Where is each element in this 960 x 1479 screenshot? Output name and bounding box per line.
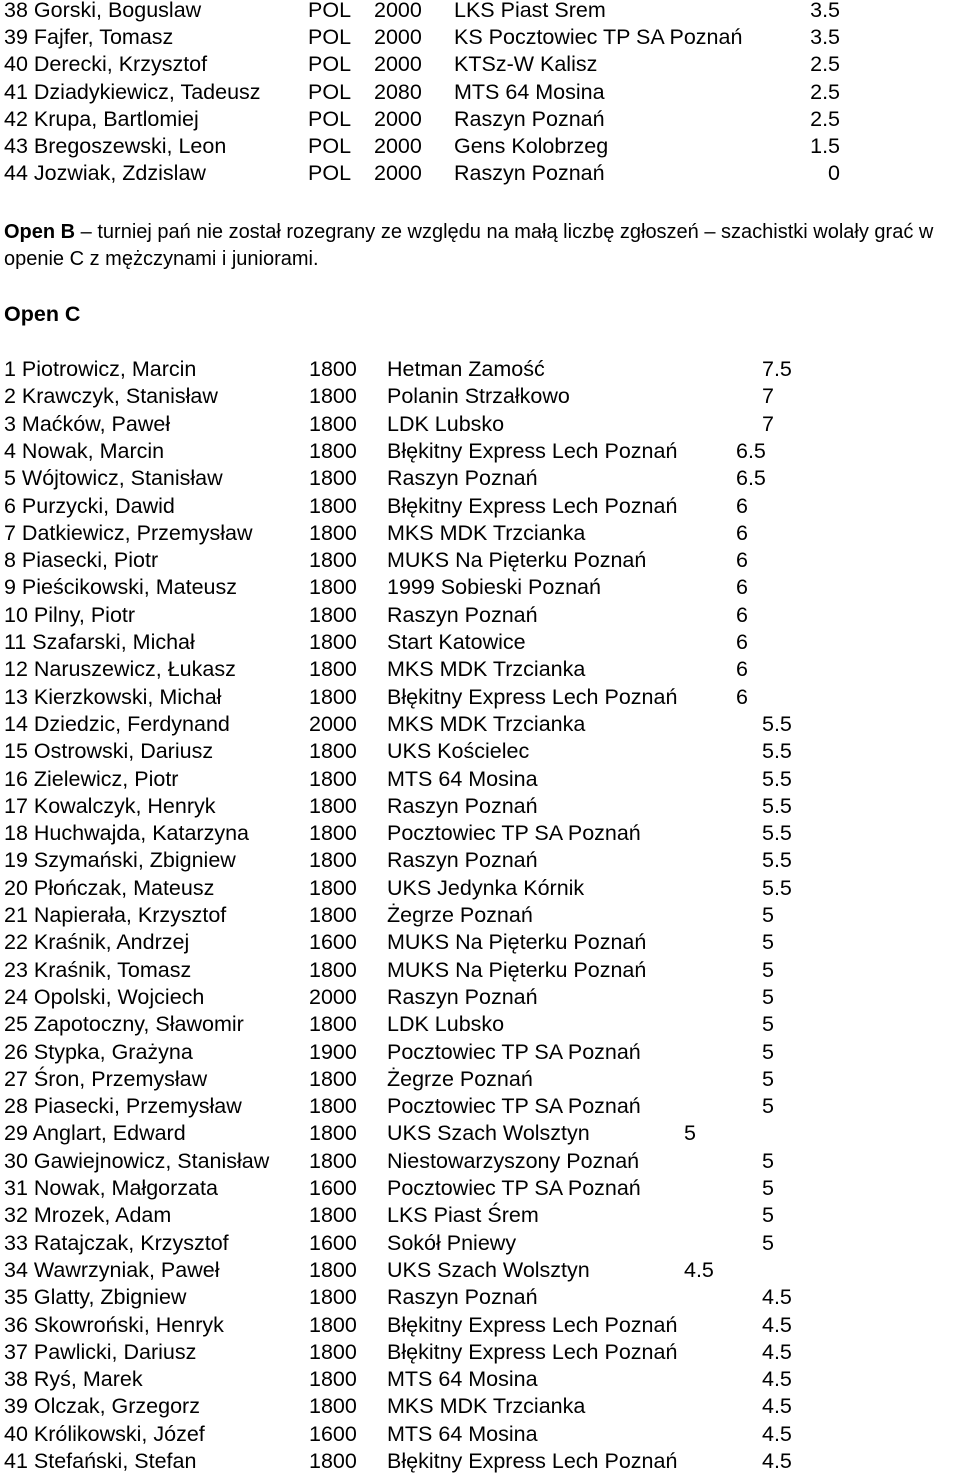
player-points: 0: [828, 161, 840, 186]
player-club: KTSz-W Kalisz: [454, 52, 598, 77]
table-row: [0, 1039, 960, 1066]
player-rating: 1800: [309, 493, 357, 518]
table-row: [0, 1312, 960, 1339]
player-federation: POL: [308, 79, 352, 104]
player-points: 7: [762, 411, 774, 436]
player-points: 5.5: [762, 848, 792, 873]
table-row: [0, 106, 960, 133]
player-rating: 1600: [309, 930, 357, 955]
player-federation: POL: [308, 25, 352, 50]
table-row: [0, 1366, 960, 1393]
player-points: 4.5: [762, 1394, 792, 1419]
player-rating: 1800: [309, 1066, 357, 1091]
player-points: 6: [736, 630, 748, 654]
player-name: 30 Gawiejnowicz, Stanisław: [4, 1148, 270, 1173]
table-row: [0, 1257, 960, 1284]
player-club: Raszyn Poznań: [387, 466, 538, 491]
table-row: [0, 984, 960, 1011]
player-name: 25 Zapotoczny, Sławomir: [4, 1012, 244, 1037]
player-club: Błękitny Express Lech Poznań: [387, 1339, 678, 1364]
player-rating: 1800: [309, 1121, 357, 1146]
player-points: 5: [762, 1039, 774, 1064]
player-club: MUKS Na Pięterku Poznań: [387, 957, 647, 982]
player-points: 3.5: [810, 25, 840, 50]
player-name: 9 Pieścikowski, Mateusz: [4, 575, 237, 600]
player-name: 41 Stefański, Stefan: [4, 1449, 197, 1473]
player-rating: 2080: [374, 79, 422, 104]
player-club: Żegrze Poznań: [387, 1066, 533, 1091]
player-name: 31 Nowak, Małgorzata: [4, 1176, 218, 1200]
player-points: 5.5: [762, 793, 792, 818]
player-name: 40 Królikowski, Józef: [4, 1421, 205, 1446]
player-points: 5: [762, 1066, 774, 1091]
table-row: [0, 847, 960, 874]
player-name: 29 Anglart, Edward: [4, 1121, 186, 1146]
player-name: 27 Śron, Przemysław: [4, 1066, 208, 1091]
player-name: 34 Wawrzyniak, Paweł: [4, 1257, 220, 1282]
player-points: 6.5: [736, 466, 766, 491]
player-name: 1 Piotrowicz, Marcin: [4, 357, 197, 381]
table-row: [0, 902, 960, 929]
player-club: UKS Jedynka Kórnik: [387, 875, 585, 900]
player-points: 4.5: [762, 1339, 792, 1364]
player-name: 6 Purzycki, Dawid: [4, 493, 175, 518]
player-rating: 1800: [309, 766, 357, 791]
table-row: [0, 684, 960, 711]
player-rating: 1800: [309, 903, 357, 927]
player-rating: 1800: [309, 575, 357, 600]
player-rating: 1800: [309, 602, 357, 627]
player-points: 5: [762, 930, 774, 955]
player-name: 13 Kierzkowski, Michał: [4, 684, 222, 709]
player-name: 16 Zielewicz, Piotr: [4, 766, 179, 791]
player-rating: 2000: [374, 134, 422, 158]
player-points: 5.5: [762, 875, 792, 900]
player-points: 4.5: [762, 1285, 792, 1310]
player-club: LKS Piast Śrem: [387, 1203, 539, 1228]
player-rating: 1800: [309, 848, 357, 873]
player-points: 5: [762, 1230, 774, 1255]
player-club: Niestowarzyszony Poznań: [387, 1148, 640, 1173]
table-row: [0, 929, 960, 956]
table-row: [0, 957, 960, 984]
player-points: 4.5: [762, 1367, 792, 1392]
player-points: 5.5: [762, 766, 792, 791]
table-row: [0, 0, 960, 24]
player-points: 6: [736, 657, 748, 682]
table-row: [0, 465, 960, 492]
player-name: 37 Pawlicki, Dariusz: [4, 1339, 197, 1364]
player-rating: 2000: [309, 711, 357, 736]
player-rating: 1900: [309, 1039, 357, 1064]
player-club: Raszyn Poznań: [387, 602, 538, 627]
table-row: [0, 520, 960, 547]
player-club: MUKS Na Pięterku Poznań: [387, 930, 647, 955]
table-row: [0, 1284, 960, 1311]
player-rating: 1800: [309, 1203, 357, 1228]
player-points: 6: [736, 493, 748, 518]
player-club: Raszyn Poznań: [387, 793, 538, 818]
table-row: [0, 1011, 960, 1038]
player-club: Pocztowiec TP SA Poznań: [387, 1176, 641, 1200]
player-name: 11 Szafarski, Michał: [4, 630, 195, 654]
player-points: 5: [762, 1176, 774, 1200]
player-rating: 1800: [309, 657, 357, 682]
table-row: [0, 1202, 960, 1229]
player-club: Raszyn Poznań: [454, 161, 605, 186]
player-rating: 1800: [309, 875, 357, 900]
player-rating: 2000: [374, 106, 422, 131]
table-row: [0, 766, 960, 793]
player-points: 5.5: [762, 739, 792, 764]
player-rating: 1600: [309, 1176, 357, 1200]
player-club: LDK Lubsko: [387, 1012, 505, 1037]
player-rating: 1800: [309, 1367, 357, 1392]
player-points: 7.5: [762, 357, 792, 381]
player-rating: 1800: [309, 1094, 357, 1119]
player-club: MKS MDK Trzcianka: [387, 520, 586, 545]
player-club: LDK Lubsko: [387, 411, 505, 436]
player-club: MTS 64 Mosina: [454, 79, 605, 104]
player-points: 5: [762, 1012, 774, 1037]
player-points: 5: [684, 1121, 696, 1146]
player-federation: POL: [308, 134, 352, 158]
player-club: UKS Szach Wolsztyn: [387, 1257, 590, 1282]
player-club: MKS MDK Trzcianka: [387, 711, 586, 736]
table-row: [0, 356, 960, 383]
player-rating: 1800: [309, 957, 357, 982]
table-row: [0, 1120, 960, 1147]
player-points: 5: [762, 903, 774, 927]
player-rating: 1800: [309, 438, 357, 463]
player-club: Błękitny Express Lech Poznań: [387, 684, 678, 709]
player-federation: POL: [308, 106, 352, 131]
player-rating: 1800: [309, 1449, 357, 1473]
player-rating: 1800: [309, 1257, 357, 1282]
player-club: Pocztowiec TP SA Poznań: [387, 1094, 641, 1119]
player-name: 2 Krawczyk, Stanisław: [4, 384, 218, 409]
table-row: [0, 711, 960, 738]
player-rating: 1800: [309, 1285, 357, 1310]
table-row: [0, 738, 960, 765]
open-b-text: – turniej pań nie został rozegrany ze względu na małą liczbę zgłoszeń – szachistki wolały grać w openie C z mężczynami i juniorami.: [4, 221, 934, 270]
player-club: MUKS Na Pięterku Poznań: [387, 548, 647, 573]
table-row: [0, 160, 960, 187]
player-name: 22 Kraśnik, Andrzej: [4, 930, 190, 955]
player-rating: 1800: [309, 548, 357, 573]
player-name: 3 Maćków, Paweł: [4, 411, 171, 436]
player-points: 6: [736, 520, 748, 545]
player-points: 4.5: [684, 1257, 714, 1282]
player-points: 6: [736, 548, 748, 573]
player-name: 28 Piasecki, Przemysław: [4, 1094, 242, 1119]
player-club: Błękitny Express Lech Poznań: [387, 1312, 678, 1337]
player-points: 6.5: [736, 438, 766, 463]
player-points: 5: [762, 957, 774, 982]
player-club: UKS Kościelec: [387, 739, 530, 764]
player-name: 33 Ratajczak, Krzysztof: [4, 1230, 229, 1255]
player-points: 5: [762, 1094, 774, 1119]
player-club: Raszyn Poznań: [387, 848, 538, 873]
player-rating: 1800: [309, 1312, 357, 1337]
player-points: 5.5: [762, 821, 792, 846]
player-club: Żegrze Poznań: [387, 903, 533, 927]
table-row: [0, 493, 960, 520]
player-club: Raszyn Poznań: [454, 106, 605, 131]
player-club: LKS Piast Srem: [454, 0, 606, 22]
player-club: MKS MDK Trzcianka: [387, 657, 586, 682]
table-row: [0, 1093, 960, 1120]
player-rating: 2000: [374, 52, 422, 77]
player-club: MTS 64 Mosina: [387, 1367, 538, 1392]
table-row: [0, 820, 960, 847]
player-club: Pocztowiec TP SA Poznań: [387, 821, 641, 846]
player-name: 26 Stypka, Grażyna: [4, 1039, 193, 1064]
player-name: 35 Glatty, Zbigniew: [4, 1285, 187, 1310]
player-rating: 2000: [309, 984, 357, 1009]
open-b-note: [4, 219, 960, 273]
open-b-label: Open B: [4, 221, 76, 243]
player-club: KS Pocztowiec TP SA Poznań: [454, 25, 743, 50]
player-points: 2.5: [810, 79, 840, 104]
player-name: 39 Olczak, Grzegorz: [4, 1394, 200, 1419]
table-row: [0, 656, 960, 683]
player-points: 6: [736, 575, 748, 600]
table-row: [0, 133, 960, 160]
table-row: [0, 547, 960, 574]
player-club: Gens Kolobrzeg: [454, 134, 609, 158]
table-row: [0, 1230, 960, 1257]
player-federation: POL: [308, 52, 352, 77]
player-points: 2.5: [810, 52, 840, 77]
player-points: 7: [762, 384, 774, 409]
player-name: 7 Datkiewicz, Przemysław: [4, 520, 253, 545]
player-rating: 1800: [309, 357, 357, 381]
player-points: 4.5: [762, 1421, 792, 1446]
table-row: [0, 875, 960, 902]
player-rating: 1800: [309, 411, 357, 436]
player-rating: 1800: [309, 1012, 357, 1037]
player-name: 38 Ryś, Marek: [4, 1367, 143, 1392]
player-club: MTS 64 Mosina: [387, 766, 538, 791]
player-club: Raszyn Poznań: [387, 984, 538, 1009]
player-name: 44 Jozwiak, Zdzislaw: [4, 161, 206, 186]
player-rating: 1800: [309, 821, 357, 846]
player-name: 39 Fajfer, Tomasz: [4, 25, 174, 50]
player-name: 42 Krupa, Bartlomiej: [4, 106, 199, 131]
player-rating: 2000: [374, 161, 422, 186]
player-points: 3.5: [810, 0, 840, 22]
player-club: Pocztowiec TP SA Poznań: [387, 1039, 641, 1064]
player-rating: 1600: [309, 1421, 357, 1446]
player-name: 19 Szymański, Zbigniew: [4, 848, 236, 873]
table-row: [0, 24, 960, 51]
table-row: [0, 1175, 960, 1202]
player-points: 5: [762, 1203, 774, 1228]
player-points: 4.5: [762, 1449, 792, 1473]
player-name: 8 Piasecki, Piotr: [4, 548, 159, 573]
table-row: [0, 438, 960, 465]
player-name: 40 Derecki, Krzysztof: [4, 52, 208, 77]
player-points: 1.5: [810, 134, 840, 158]
table-row: [0, 602, 960, 629]
player-rating: 1800: [309, 1148, 357, 1173]
table-row: [0, 383, 960, 410]
player-name: 23 Kraśnik, Tomasz: [4, 957, 192, 982]
player-club: MTS 64 Mosina: [387, 1421, 538, 1446]
table-row: [0, 1066, 960, 1093]
player-rating: 1800: [309, 739, 357, 764]
player-rating: 1600: [309, 1230, 357, 1255]
table-row: [0, 629, 960, 656]
player-name: 12 Naruszewicz, Łukasz: [4, 657, 236, 682]
player-name: 38 Gorski, Boguslaw: [4, 0, 202, 22]
player-points: 4.5: [762, 1312, 792, 1337]
table-row: [0, 1339, 960, 1366]
player-club: Błękitny Express Lech Poznań: [387, 438, 678, 463]
table-row: [0, 411, 960, 438]
player-name: 18 Huchwajda, Katarzyna: [4, 821, 250, 846]
player-club: MKS MDK Trzcianka: [387, 1394, 586, 1419]
table-row: [0, 1421, 960, 1448]
player-rating: 1800: [309, 1339, 357, 1364]
player-name: 24 Opolski, Wojciech: [4, 984, 205, 1009]
player-name: 41 Dziadykiewicz, Tadeusz: [4, 79, 261, 104]
player-name: 14 Dziedzic, Ferdynand: [4, 711, 230, 736]
player-name: 17 Kowalczyk, Henryk: [4, 793, 216, 818]
player-club: Raszyn Poznań: [387, 1285, 538, 1310]
player-rating: 1800: [309, 1394, 357, 1419]
player-points: 6: [736, 684, 748, 709]
player-club: UKS Szach Wolsztyn: [387, 1121, 590, 1146]
player-federation: POL: [308, 161, 352, 186]
player-points: 5.5: [762, 711, 792, 736]
player-rating: 2000: [374, 25, 422, 50]
player-name: 10 Pilny, Piotr: [4, 602, 136, 627]
player-club: Błękitny Express Lech Poznań: [387, 1449, 678, 1473]
player-club: Sokół Pniewy: [387, 1230, 517, 1255]
player-rating: 2000: [374, 0, 422, 22]
player-name: 36 Skowroński, Henryk: [4, 1312, 224, 1337]
player-name: 43 Bregoszewski, Leon: [4, 134, 227, 158]
table-row: [0, 1393, 960, 1420]
table-row: [0, 1148, 960, 1175]
player-points: 6: [736, 602, 748, 627]
player-name: 20 Płończak, Mateusz: [4, 875, 215, 900]
player-points: 5: [762, 1148, 774, 1173]
player-name: 32 Mrozek, Adam: [4, 1203, 172, 1228]
table-row: [0, 793, 960, 820]
player-rating: 1800: [309, 520, 357, 545]
player-rating: 1800: [309, 384, 357, 409]
player-club: Start Katowice: [387, 630, 526, 654]
player-club: Hetman Zamość: [387, 357, 545, 381]
player-rating: 1800: [309, 684, 357, 709]
player-points: 5: [762, 984, 774, 1009]
player-points: 2.5: [810, 106, 840, 131]
table-row: [0, 574, 960, 601]
player-federation: POL: [308, 0, 352, 22]
table-row: [0, 51, 960, 78]
player-club: 1999 Sobieski Poznań: [387, 575, 601, 600]
player-name: 4 Nowak, Marcin: [4, 438, 165, 463]
player-rating: 1800: [309, 630, 357, 654]
open-c-heading: Open C: [4, 302, 81, 326]
player-name: 15 Ostrowski, Dariusz: [4, 739, 214, 764]
player-club: Polanin Strzałkowo: [387, 384, 570, 409]
player-rating: 1800: [309, 793, 357, 818]
table-row: [0, 1448, 960, 1475]
table-row: [0, 79, 960, 106]
player-name: 5 Wójtowicz, Stanisław: [4, 466, 223, 491]
player-club: Błękitny Express Lech Poznań: [387, 493, 678, 518]
player-rating: 1800: [309, 466, 357, 491]
player-name: 21 Napierała, Krzysztof: [4, 903, 227, 927]
